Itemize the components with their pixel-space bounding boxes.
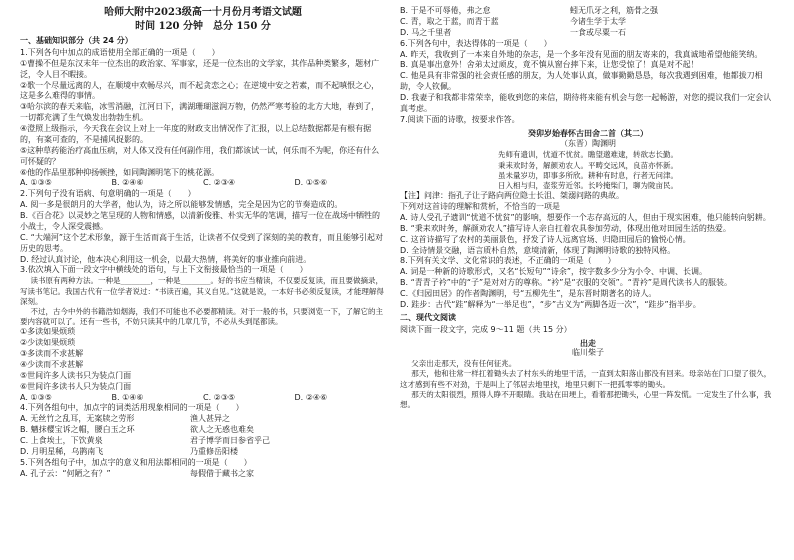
right-column xyxy=(400,6,776,556)
pair-left: C. 青，取之于蓝，而青于蓝 xyxy=(400,16,499,26)
pair-left: B. 于是不可辱倦，弗之怠 xyxy=(400,6,491,15)
exam-subtitle: 时间 120 分钟 总分 150 分 xyxy=(135,20,271,32)
question-stem: 4.下列各组句中，加点字的词类活用现象相同的一项是（ ） xyxy=(20,403,244,413)
pair-right: 每假借于藏书之家 xyxy=(190,468,254,478)
question-item: D. 全诗情景交融，语言质朴自然，意境清新，体现了陶渊明诗歌的独特风格。 xyxy=(400,245,676,255)
question-item: ①多读如果烦琐 xyxy=(20,327,76,337)
question-stem: 3.依次填入下面一段文字中横线处的语句，与上下文衔接最恰当的一项是（ ） xyxy=(20,265,308,275)
question-stem: 2.下列句子没有语病、句意明确的一项是（ ） xyxy=(20,189,196,199)
question-item: B. “秉耒欢时务，解颜劝农人”描写诗人亲自扛着农具参加劳动，体现出他对田园生活的热爱。 xyxy=(400,223,731,233)
poem-line: 秉耒欢时务，解颜劝农人。平畴交远风，良苗亦怀新。 xyxy=(498,160,678,170)
question-item: ②少读如果烦琐 xyxy=(20,338,76,348)
question-item: C. 他是具有非常强的社会责任感的朋友，为人处事认真，做事勤勤恳恳，每次我遇到困难，他都拔刀相助，令人钦佩。 xyxy=(400,71,763,92)
reading-instructions: 阅读下面一段文字，完成 9～11 题（共 15 分） xyxy=(400,324,572,334)
essay-paragraph: 那天，他和往常一样扛着锄头去了村东头的地里干活，一直到太阳落山都没有回来。母亲站在门口望了很久，这才感到有些不对劲，于是叫上了邻居去地里找，地里只剩下一把孤零零的锄头。 xyxy=(400,369,772,389)
pair-right: 今诸生学于太学 xyxy=(570,16,626,26)
question-item: ①曹操不但是东汉末年一位杰出的政治家、军事家，还是一位杰出的文学家，其作品种类繁多，题材广泛，令人目不暇接。 xyxy=(20,58,380,79)
poem-author: （东晋）陶渊明 xyxy=(560,138,616,148)
question-item: B.《百合花》以灵妙之笔呈现的人物和情感，以清新俊雅、朴实无华的笔调，描写一位在战场中牺牲的小战士，令人深受震撼。 xyxy=(20,211,381,231)
question-item: B. “青青子衿”中的“子”是对对方的尊称。“衿”是“衣服的交领”。“青衿”是周代读书人的服装。 xyxy=(400,278,733,288)
pair-left: A. 孔子云：“何陋之有？” xyxy=(20,468,111,478)
poem-line: 虽未量岁功，即事多所欣。耕种有时息，行者无问津。 xyxy=(498,170,678,180)
option-pair xyxy=(20,414,386,425)
essay-paragraph: 父亲出走那天，没有任何征兆。 xyxy=(411,359,517,369)
question-stem: 下列对这首诗的理解和赏析，不恰当的一项是 xyxy=(400,202,560,211)
option-a: A. ①③⑤ xyxy=(20,178,52,188)
option-c: C. ②③⑤ xyxy=(203,392,236,402)
pair-right: 乃重修岳阳楼 xyxy=(190,446,238,456)
essay-title: 出走 xyxy=(580,337,596,348)
question-item: A. 阅一多是很朗月的大学者，他认为，诗之所以能够发情感，完全是因为它的节奏造成的。 xyxy=(20,200,343,210)
question-item: D. 跬步：古代“跬”解释为“一举足也”，“步”古义为“两脚各迈一次”，“跬步”指半步。 xyxy=(400,299,701,309)
answer-options xyxy=(20,178,386,189)
pair-left: B. 魑抹樱宝诉之帽，腰白玉之环 xyxy=(20,425,135,435)
question-item: D. 经过认真讨论，他本决心利用这一机会，以最大热情，将美好的事业推向前进。 xyxy=(20,254,312,264)
option-pair xyxy=(400,6,776,17)
option-d: D. ①⑤⑥ xyxy=(294,178,328,188)
option-pair xyxy=(400,28,776,39)
question-item: C. 这首诗描写了农村的美丽景色，抒发了诗人远离官场、归隐田园后的愉悦心情。 xyxy=(400,234,691,244)
poem-note: 【注】问津：指孔子让子路向两位隐士长沮、桀溺问路的典故。 xyxy=(400,191,624,201)
option-a: A. ①③⑤ xyxy=(20,392,52,402)
pair-right: 蚓无爪牙之利，筋骨之强 xyxy=(570,6,658,15)
essay-paragraph: 那天的太阳很烈，照得人睁不开眼睛。我站在田埂上，看着那把锄头，心里一阵发慌。一定发生了什么事，我想。 xyxy=(400,389,772,409)
option-c: C. ②③④ xyxy=(203,178,236,188)
question-stem: 5.下列各组句子中，加点字的意义和用法都相同的一项是（ ） xyxy=(20,457,252,467)
poem-line: 日入相与归，壶浆劳近邻。长吟掩柴门，聊为陇亩民。 xyxy=(498,180,678,190)
exam-title: 哈师大附中2023级高一十月份月考语文试题 xyxy=(104,7,302,18)
option-pair xyxy=(20,469,386,480)
question-stem: 8.下列有关文学、文化常识的表述，不正确的一项是（ ） xyxy=(400,256,616,266)
question-item: ③哈尔滨的春天来临，冰雪消融，江河日下，满湖珊瑚滋润万物，仍然严寒考验的北方大地，春到了，一切都充满了生气焕发出勃勃生机。 xyxy=(20,102,380,123)
pair-right: 君子博学而日参省乎己 xyxy=(190,436,270,446)
question-item: A. 诗人受孔子遗训“忧道不忧贫”的影响，想要作一个志存高远的人，但由于现实困难，他只能转向躬耕。 xyxy=(400,212,771,222)
answer-options xyxy=(20,393,386,404)
question-item: ⑤世间许多人读书只为装点门面 xyxy=(20,370,132,380)
pair-right: 欲人之无惑也难矣 xyxy=(190,425,254,435)
question-item: A. 词是一种新的诗歌形式，又名“长短句”“诗余”，按字数多少分为小令、中调、长调。 xyxy=(400,267,707,277)
question-item: ④少读而不求甚解 xyxy=(20,359,84,369)
question-item: B. 真是事出意外！舍弟太过顽皮，竟不慎从窗台摔下来，让您受惊了！真是对不起！ xyxy=(400,60,699,70)
question-item: A. 昨天，我收到了一本来自外地的杂志，是一个多年没有见面的朋友寄来的，我真诚地希望他能笑纳。 xyxy=(400,49,763,59)
question-item: D. 我妻子和我都非常荣幸，能收到您的来信，期待将来能有机会与您一起畅游，对您的提议我们一定会认真考虑。 xyxy=(400,93,772,113)
question-item: ⑥世间许多读书人只为装点门面 xyxy=(20,381,132,391)
pair-right: 一食或尽粟一石 xyxy=(570,27,626,37)
question-item: ⑥他的作品里那种抑扬顿挫，如同陶渊明笔下的桃花源。 xyxy=(20,167,220,177)
option-pair xyxy=(20,447,386,458)
option-pair xyxy=(400,17,776,28)
question-item: C.《归园田居》的作者陶渊明，号“五柳先生”，是东晋时期著名的诗人。 xyxy=(400,289,657,298)
question-item: ②歌一个尽量远离的人，在顺境中欢畅尽兴，而不起贪恋之心；在逆境中安之若素，而不起嗔恨之心，这是多么难得的事情。 xyxy=(20,80,380,101)
pair-left: C. 上食埃土，下饮黄泉 xyxy=(20,436,103,446)
question-stem: 7.阅读下面的诗歌，按要求作答。 xyxy=(400,114,520,124)
pair-left: D. 马之千里者 xyxy=(400,27,452,37)
passage-paragraph: 不过，古今中外的书籍浩如烟海，我们不可能也不必要都精读。对于一般的书，只要浏览一下，了解它的主要内容就可以了。还有一些书，不妨只读其中的几章几节，不必从头到尾都读。 xyxy=(20,306,383,327)
passage-paragraph: 读书原有两种方法。一种是________，一种是________。好的书应当精读，不仅要反复读，而且要做摘录，写读书笔记。我国古代有一位学者说过：“书读百遍，其义自见。”这就是说，一本好书必须反复读，才能理解得深刻。 xyxy=(20,276,384,306)
poem-title: 癸卯岁始春怀古田舍二首（其二） xyxy=(528,127,648,138)
question-item: ⑤这种草药能治疗高血压病，对人体又没有任何副作用，我们都该试一试，何乐而不为呢，你还有什么可怀疑的？ xyxy=(20,145,380,166)
poem-line: 先师有遗训，忧道不忧贫。瞻望邈难逮，转欲志长勤。 xyxy=(498,150,678,160)
question-item: C. “大端河”这个艺术形象，源于生活而高于生活，让读者不仅受到了深刻的美的教育，而且能够引起对历史的思考。 xyxy=(20,232,383,253)
essay-author: 临川柴子 xyxy=(572,348,604,358)
option-pair xyxy=(20,425,386,436)
option-b: B. ①④⑥ xyxy=(111,392,144,402)
question-stem: 6.下列各句中，表达得体的一项是（ ） xyxy=(400,38,552,48)
section-heading: 一、基础知识部分（共 24 分） xyxy=(20,36,133,46)
option-pair xyxy=(20,436,386,447)
option-b: B. ②④⑥ xyxy=(111,178,144,188)
question-item: ④澄照上级指示，今天我在会议上对上一年度的财政支出情况作了汇报，以上总结数据都是有根有据的，有案可查的，不是捕风捉影的。 xyxy=(20,124,372,144)
section-heading: 二、现代文阅读 xyxy=(400,312,456,322)
option-d: D. ②④⑥ xyxy=(294,392,328,402)
question-item: ③多读而不求甚解 xyxy=(20,349,84,359)
left-column xyxy=(20,6,386,556)
question-stem: 1.下列各句中加点的成语使用全部正确的一项是（ ） xyxy=(20,47,220,57)
pair-left: A. 无丝竹之乱耳，无案牍之劳形 xyxy=(20,414,135,424)
pair-left: D. 月明星稀，乌鹊南飞 xyxy=(20,446,104,456)
pair-right: 渔人甚异之 xyxy=(190,414,230,424)
